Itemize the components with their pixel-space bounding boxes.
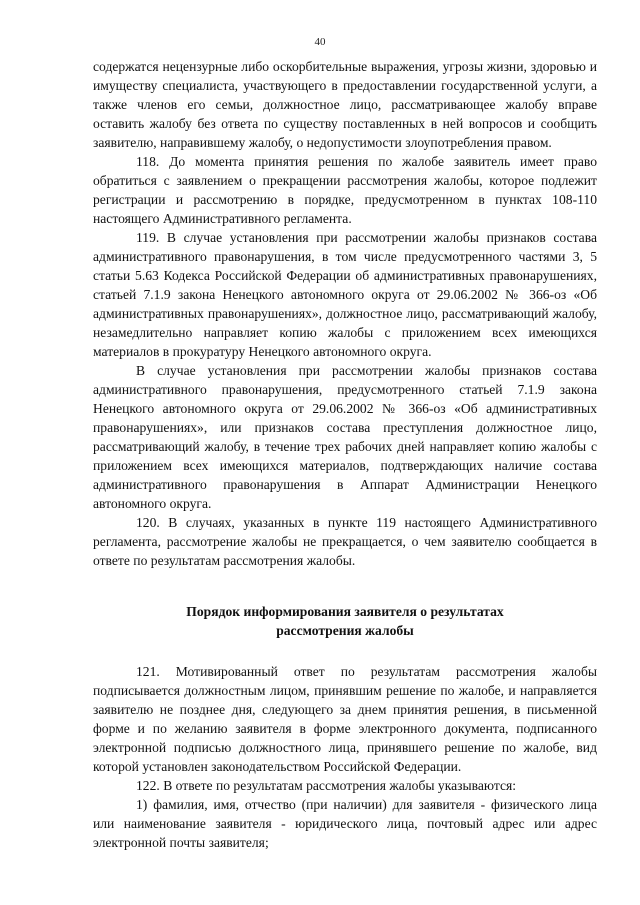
section-heading [93,602,597,640]
paragraph-122-item-1: 1) фамилия, имя, отчество (при наличии) для заявителя - физического лица или наименование заявителя - юридического лица, почтовый адрес или адрес электронной почты заявителя; [93,797,597,850]
section-heading-line-2: рассмотрения жалобы [276,623,414,638]
document-body [93,57,597,852]
paragraph-122: 122. В ответе по результатам рассмотрения жалобы указываются: [136,778,517,793]
paragraph-continuation: содержатся нецензурные либо оскорбительные выражения, угрозы жизни, здоровью и имуществу специалиста, участвующего в предоставлении государственной услуги, а также членов его семьи, должностное лицо, рассматривающее жалобу вправе оставить жалобу без ответа по существу поставленных в ней вопросов и сообщить заявителю, направившему жалобу, о недопустимости злоупотребления правом. [93,59,597,150]
paragraph-119: 119. В случае установления при рассмотрении жалобы признаков состава административного правонарушения, в том числе предусмотренного частями 3, 5 статьи 5.63 Кодекса Российской Федерации об административных правонарушениях, статьей 7.1.9 закона Ненецкого автономного округа от 29.06.2002 № 366-оз «Об административных правонарушениях», должностное лицо, рассматривающий жалобу, незамедлительно направляет копию жалобы с приложением всех имеющихся материалов в прокуратуру Ненецкого автономного округа. [93,230,597,359]
paragraph-118: 118. До момента принятия решения по жалобе заявитель имеет право обратиться с заявлением о прекращении рассмотрения жалобы, которое подлежит регистрации и рассмотрению в порядке, предусмотренном в пунктах 108-110 настоящего Административного регламента. [93,154,597,226]
page-number: 40 [314,36,326,48]
paragraph-120: 120. В случаях, указанных в пункте 119 настоящего Административного регламента, рассмотрение жалобы не прекращается, о чем заявителю сообщается в ответе по результатам рассмотрения жалобы. [93,515,597,568]
paragraph-119-continued: В случае установления при рассмотрении жалобы признаков состава административного правонарушения, предусмотренного статьей 7.1.9 закона Ненецкого автономного округа от 29.06.2002 № 366-оз «Об административных правонарушениях», или признаков состава преступления должностное лицо, рассматривающий жалобу, в течение трех рабочих дней направляет копию жалобы с приложением всех имеющихся материалов, подтверждающих наличие состава административного правонарушения в Аппарат Администрации Ненецкого автономного округа. [93,363,597,511]
paragraph-121: 121. Мотивированный ответ по результатам рассмотрения жалобы подписывается должностным лицом, принявшим решение по жалобе, и направляется заявителю не позднее дня, следующего за днем принятия решения, в письменной форме и по желанию заявителя в форме электронного документа, подписанного электронной подписью должностного лица, принявшего решение по жалобе, вид которой установлен законодательством Российской Федерации. [93,664,597,774]
section-heading-line-1: Порядок информирования заявителя о результатах [186,604,504,619]
